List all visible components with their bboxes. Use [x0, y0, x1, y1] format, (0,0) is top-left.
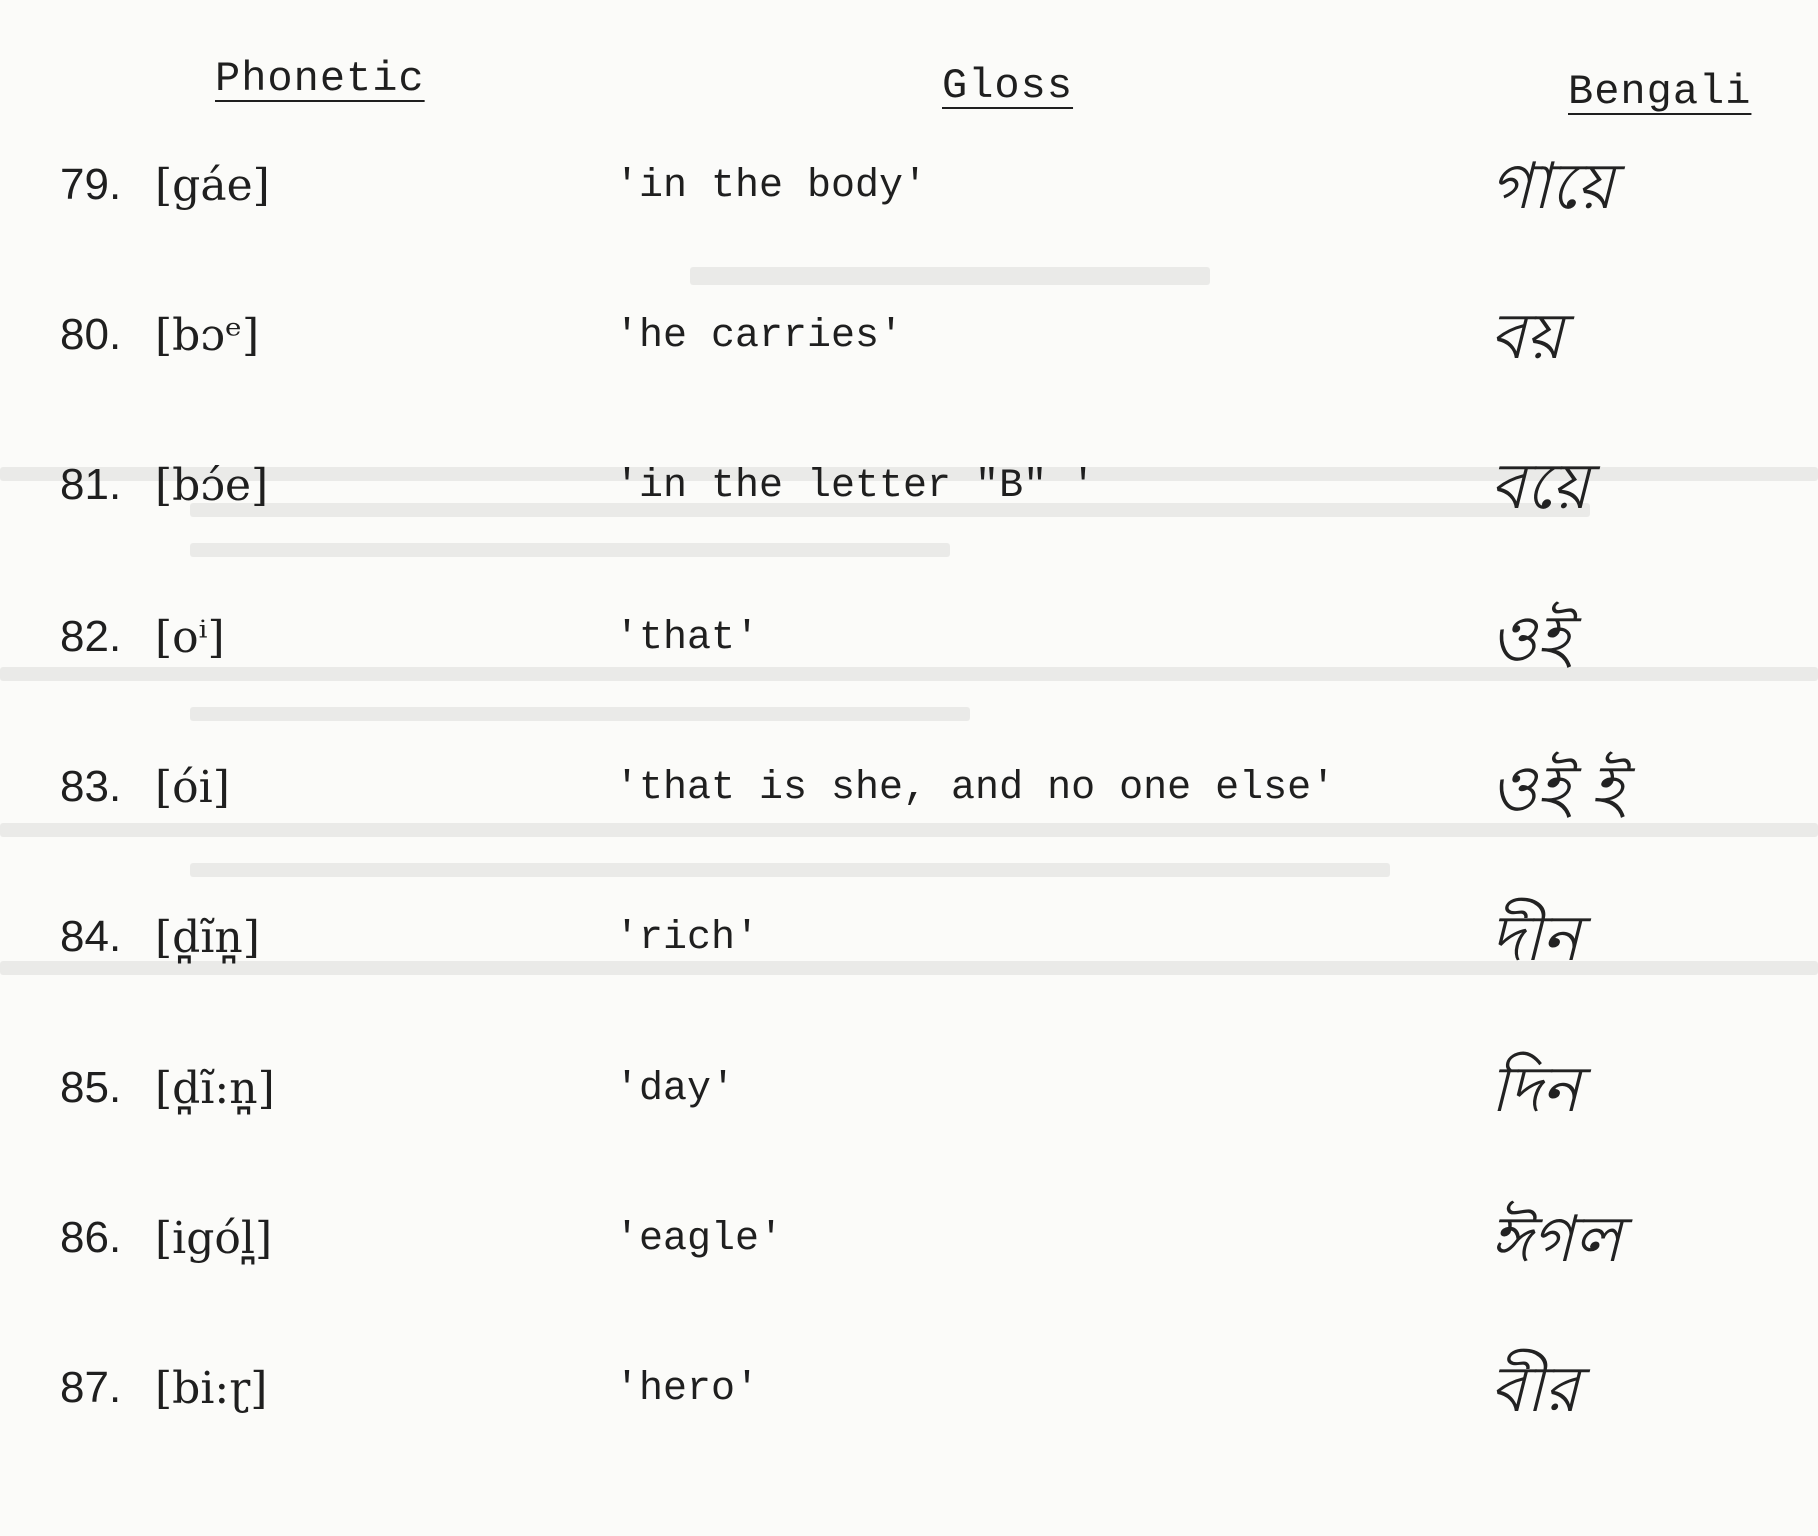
row-number: 83.: [60, 762, 122, 811]
header-gloss: Gloss: [942, 62, 1074, 110]
table-row: [0, 1203, 1818, 1333]
gloss-text: 'that': [615, 616, 760, 661]
phonetic-transcription: [igól̪]: [155, 1213, 273, 1264]
gloss-text: 'hero': [615, 1367, 760, 1412]
phonetic-transcription: [bɔ́e]: [155, 460, 269, 511]
row-number: 85.: [60, 1063, 122, 1112]
gloss-text: 'rich': [615, 916, 760, 961]
table-row: [0, 902, 1818, 1032]
bengali-handwriting: দীন: [1490, 902, 1581, 976]
bengali-handwriting: বয়ে: [1490, 450, 1590, 524]
phonetic-transcription: [d̪ĩn̪]: [155, 912, 260, 963]
phonetic-transcription: [bi:ɽ]: [155, 1363, 268, 1414]
table-row: [0, 450, 1818, 580]
gloss-text: 'that is she, and no one else': [615, 766, 1336, 811]
row-number: 86.: [60, 1213, 122, 1262]
row-number: 87.: [60, 1363, 122, 1412]
phonetic-transcription: [gáe]: [155, 160, 270, 211]
table-row: [0, 1353, 1818, 1483]
row-number: 82.: [60, 612, 122, 661]
gloss-text: 'he carries': [615, 314, 904, 359]
bengali-handwriting: ঈগল: [1490, 1203, 1622, 1277]
header-phonetic: Phonetic: [215, 55, 425, 103]
bengali-handwriting: বয়: [1490, 300, 1564, 374]
table-row: [0, 1053, 1818, 1183]
bengali-handwriting: ওই: [1490, 602, 1571, 676]
header-bengali: Bengali: [1568, 68, 1752, 116]
phonetic-transcription: [oⁱ]: [155, 612, 225, 663]
row-number: 80.: [60, 310, 122, 359]
row-number: 84.: [60, 912, 122, 961]
gloss-text: 'in the body': [615, 164, 928, 209]
table-row: [0, 150, 1818, 280]
gloss-text: 'day': [615, 1067, 736, 1112]
gloss-text: 'in the letter "B" ': [615, 464, 1096, 509]
phonetic-transcription: [d̪ĩ:n̪]: [155, 1063, 275, 1114]
phonetic-transcription: [bɔᵉ]: [155, 310, 260, 361]
bengali-handwriting: গায়ে: [1490, 150, 1614, 224]
row-number: 79.: [60, 160, 122, 209]
table-row: [0, 752, 1818, 882]
table-row: [0, 602, 1818, 732]
row-number: 81.: [60, 460, 122, 509]
bengali-handwriting: বীর: [1490, 1353, 1580, 1427]
phonetic-transcription: [ói]: [155, 762, 230, 813]
gloss-text: 'eagle': [615, 1217, 784, 1262]
bengali-handwriting: ওই ই: [1490, 752, 1625, 826]
bengali-handwriting: দিন: [1490, 1053, 1581, 1127]
table-row: [0, 300, 1818, 430]
